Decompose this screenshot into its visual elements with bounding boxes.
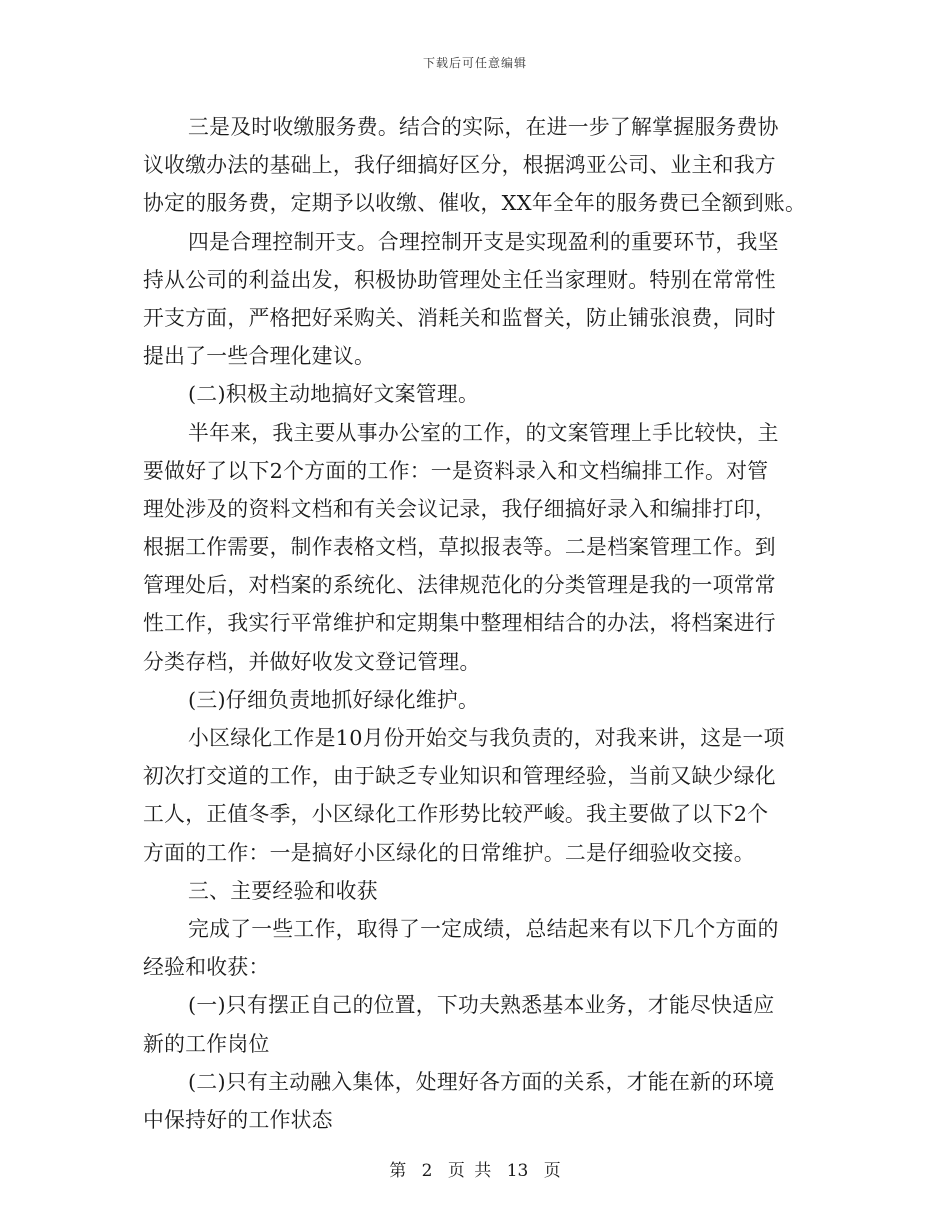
paragraph-line: 管理处后，对档案的系统化、法律规范化的分类管理是我的一项常常 [143,573,776,598]
paragraph-line: 根据工作需要，制作表格文档，草拟报表等。二是档案管理工作。到 [143,535,776,560]
paragraph-line: (一)只有摆正自己的位置，下功夫熟悉基本业务，才能尽快适应 [188,993,775,1018]
document-body [143,108,811,1139]
paragraph-line: 工人，正值冬季，小区绿化工作形势比较严峻。我主要做了以下2个 [143,802,769,827]
footer-prefix: 第 [389,1161,407,1181]
page-header: 下载后可任意编辑 [422,56,527,70]
paragraph-line: (二)只有主动融入集体，处理好各方面的关系，才能在新的环境 [188,1069,775,1094]
paragraph-line: 持从公司的利益出发，积极协助管理处主任当家理财。特别在常常性 [143,267,776,292]
paragraph-line: 议收缴办法的基础上，我仔细搞好区分，根据鸿亚公司、业主和我方 [143,153,776,178]
footer-middle: 页 共 [447,1161,492,1181]
paragraph-line: 四是合理控制开支。合理控制开支是实现盈利的重要环节，我坚 [188,229,779,254]
paragraph-line: 完成了一些工作，取得了一定成绩，总结起来有以下几个方面的 [188,916,779,941]
paragraph-line: 要做好了以下2个方面的工作：一是资料录入和文档编排工作。对管 [143,458,769,483]
paragraph-line: 协定的服务费，定期予以收缴、催收，XX年全年的服务费已全额到账。 [143,191,807,216]
paragraph-line: 理处涉及的资料文档和有关会议记录，我仔细搞好录入和编排打印， [143,496,776,521]
footer-suffix: 页 [543,1161,561,1181]
paragraph-line: 小区绿化工作是10月份开始交与我负责的，对我来讲，这是一项 [188,726,785,750]
paragraph-line: 分类存档，并做好收发文登记管理。 [143,649,481,674]
footer-total-pages: 13 [506,1161,529,1181]
paragraph-line: 经验和收获： [143,955,270,980]
paragraph-line: 方面的工作：一是搞好小区绿化的日常维护。二是仔细验收交接。 [143,840,755,865]
paragraph-line: 新的工作岗位 [143,1031,270,1056]
paragraph-line: 提出了一些合理化建议。 [143,344,376,369]
paragraph-line: 半年来，我主要从事办公室的工作，的文案管理上手比较快，主 [188,420,779,445]
paragraph-line: 开支方面，严格把好采购关、消耗关和监督关，防止铺张浪费，同时 [143,305,776,330]
paragraph-line: 性工作，我实行平常维护和定期集中整理相结合的办法，将档案进行 [143,611,776,636]
page-footer [0,1156,950,1181]
footer-page-number: 2 [421,1161,433,1181]
section-heading: (三)仔细负责地抓好绿化维护。 [188,687,480,712]
paragraph-line: 中保持好的工作状态 [143,1107,333,1132]
paragraph-line: 三是及时收缴服务费。结合的实际，在进一步了解掌握服务费协 [188,115,779,139]
paragraph-line: 初次打交道的工作，由于缺乏专业知识和管理经验，当前又缺少绿化 [143,764,776,789]
section-heading: 三、主要经验和收获 [188,878,378,903]
section-heading: (二)积极主动地搞好文案管理。 [188,382,480,407]
